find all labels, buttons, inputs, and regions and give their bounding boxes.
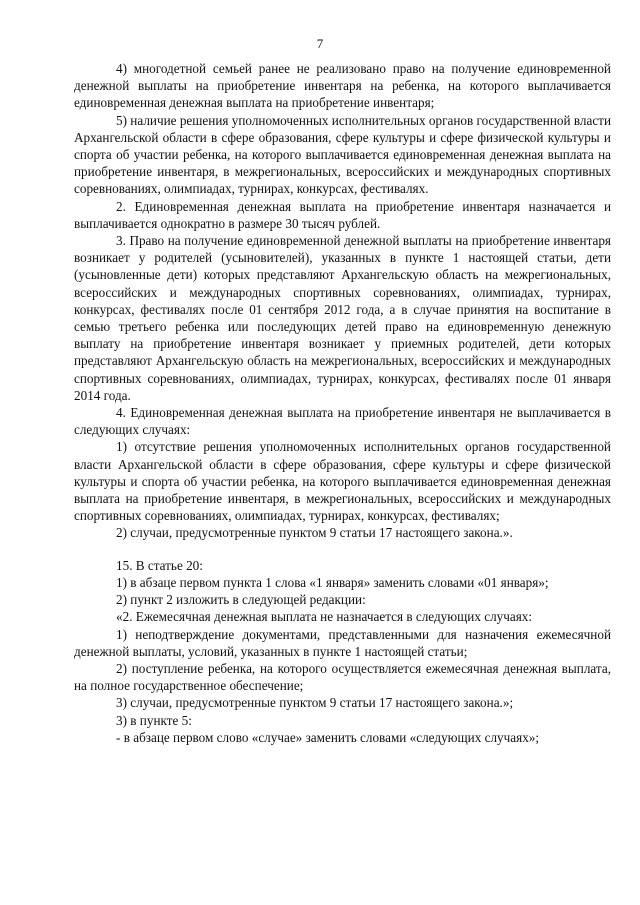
paragraph: 4. Единовременная денежная выплата на приобретение инвентаря не выплачивается в следующих случаях: bbox=[74, 405, 611, 438]
page-number: 7 bbox=[316, 36, 324, 51]
paragraph: 2) пункт 2 изложить в следующей редакции: bbox=[116, 592, 366, 608]
paragraph: 15. В статье 20: bbox=[116, 557, 203, 573]
paragraph: 3) случаи, предусмотренные пунктом 9 статьи 17 настоящего закона.»; bbox=[116, 695, 514, 711]
paragraph: 5) наличие решения уполномоченных исполнительных органов государственной власти Архангельской области в сфере образования, сфере культуры и сфере физической культуры и спорта об участии ребенка, на которого выплачивается единовременная денежная выплата на приобретение инвентаря, в межрегиональных, всероссийских и международных спортивных соревнованиях, олимпиадах, турнирах, конкурсах, фестивалях. bbox=[74, 112, 611, 197]
paragraph: 4) многодетной семьей ранее не реализовано право на получение единовременной денежной выплаты на приобретение инвентаря на ребенка, на которого выплачивается единовременная денежная выплата на приобретение инвентаря; bbox=[74, 61, 611, 111]
document-body bbox=[74, 60, 611, 746]
paragraph: 2. Единовременная денежная выплата на приобретение инвентаря назначается и выплачивается однократно в размере 30 тысяч рублей. bbox=[74, 198, 611, 231]
paragraph: 3. Право на получение единовременной денежной выплаты на приобретение инвентаря возникает у родителей (усыновителей), указанных в пункте 1 настоящей статьи, дети (усыновленные дети) которых представляют Архангельскую область на межрегиональных, всероссийских и международных спортивных соревнованиях, олимпиадах, турнирах, конкурсах, фестивалях после 01 сентября 2012 года, а в случае принятия на воспитание в семью третьего ребенка или последующих детей право на единовременную денежную выплату на приобретение инвентаря возникает у приемных родителей, дети которых представляют Архангельскую область на межрегиональных, всероссийских и международных спортивных соревнованиях, олимпиадах, турнирах, конкурсах, фестивалях после 01 января 2014 года. bbox=[74, 233, 611, 403]
paragraph: 2) случаи, предусмотренные пунктом 9 статьи 17 настоящего закона.». bbox=[116, 525, 513, 541]
paragraph: - в абзаце первом слово «случае» заменить словами «следующих случаях»; bbox=[116, 729, 540, 745]
paragraph: 1) отсутствие решения уполномоченных исполнительных органов государственной власти Архангельской области в сфере образования, сфере культуры и сфере физической культуры и спорта об участии ребенка, на которого выплачивается единовременная денежная выплата на приобретение инвентаря, в межрегиональных, всероссийских и международных спортивных соревнованиях, олимпиадах, турнирах, конкурсах, фестивалях; bbox=[74, 439, 611, 524]
paragraph: 2) поступление ребенка, на которого осуществляется ежемесячная денежная выплата, на полное государственное обеспечение; bbox=[74, 660, 611, 694]
paragraph: 1) в абзаце первом пункта 1 слова «1 января» заменить словами «01 января»; bbox=[116, 574, 549, 590]
paragraph: 3) в пункте 5: bbox=[116, 712, 192, 728]
paragraph: 1) неподтверждение документами, представленными для назначения ежемесячной денежной выплаты, условий, указанных в пункте 1 настоящей статьи; bbox=[74, 626, 611, 659]
paragraph: «2. Ежемесячная денежная выплата не назначается в следующих случаях: bbox=[116, 609, 533, 625]
